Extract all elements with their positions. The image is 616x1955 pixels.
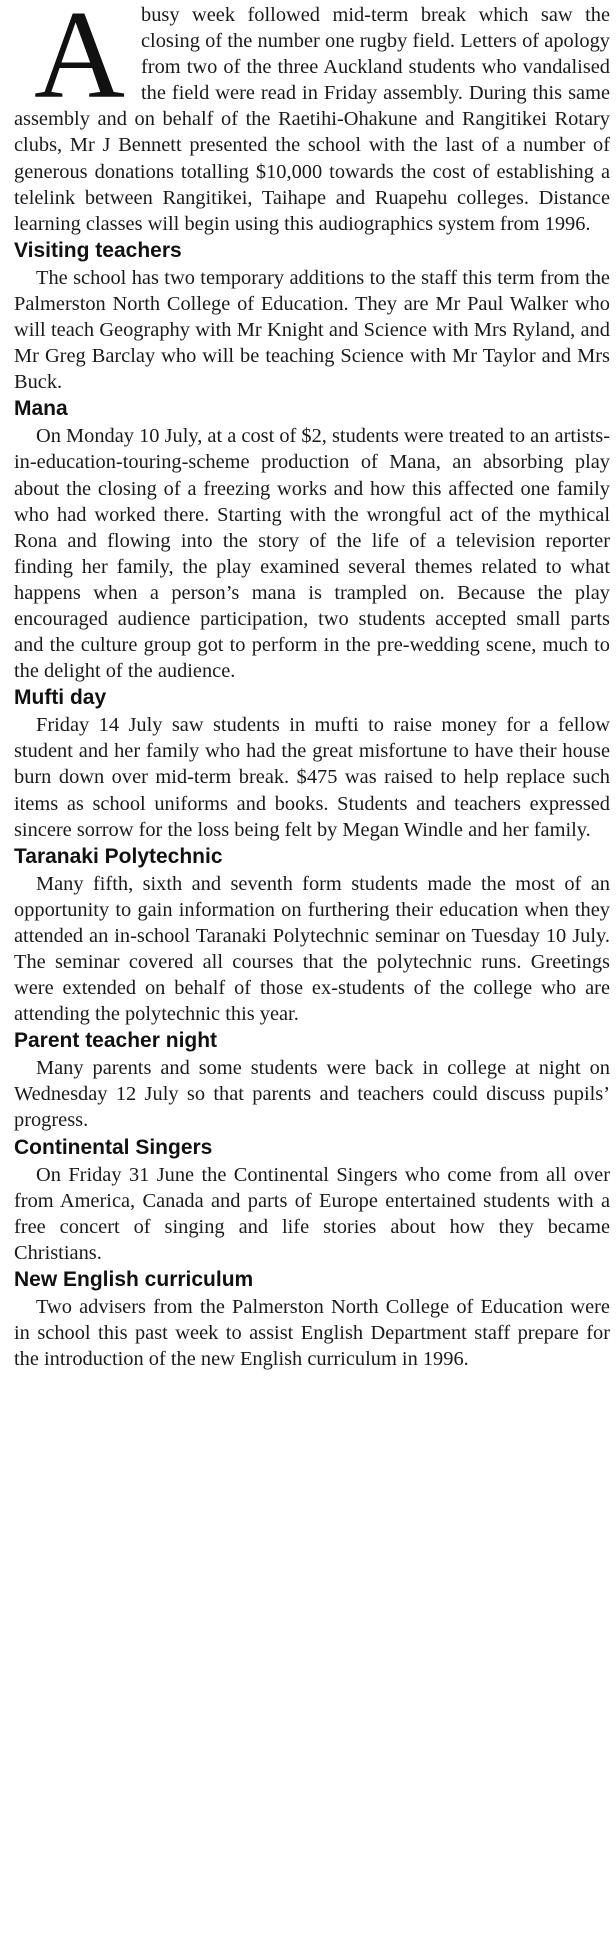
- section-visiting-teachers: [14, 237, 610, 395]
- section-body: On Monday 10 July, at a cost of $2, students were treated to an artists-in-education-touring-scheme production of Mana, an absorbing play about the closing of a freezing works and how this affected one family who had worked there. Starting with the wrongful act of the mythical Rona and flowing into the story of the life of a television reporter finding her family, the play examined several themes related to what happens when a person’s mana is trampled on. Because the play encouraged audience participation, two students accepted small parts and the culture group got to perform in the pre-wedding scene, much to the delight of the audience.: [14, 425, 611, 683]
- section-body: Many fifth, sixth and seventh form students made the most of an opportunity to gain information on furthering their education when they attended an in-school Taranaki Polytechnic seminar on Tuesday 10 July. The seminar covered all courses that the polytechnic runs. Greetings were extended on behalf of those ex-students of the college who are attending the polytechnic this year.: [14, 872, 610, 1026]
- intro-paragraph: [14, 2, 610, 237]
- section-heading: Parent teacher night: [14, 1029, 218, 1053]
- section-mana: [14, 395, 610, 684]
- section-taranaki-polytechnic: [14, 843, 610, 1028]
- section-body: Friday 14 July saw students in mufti to raise money for a fellow student and her family who had the great misfortune to have their house burn down over mid-term break. $475 was raised to help replace such items as school uniforms and books. Students and teachers expressed sincere sorrow for the loss being felt by Megan Windle and her family.: [14, 714, 610, 841]
- section-heading: Mufti day: [14, 686, 107, 710]
- section-mufti-day: [14, 684, 610, 842]
- section-body: The school has two temporary additions to the staff this term from the Palmerston North College of Education. They are Mr Paul Walker who will teach Geography with Mr Knight and Science with Mrs Ryland, and Mr Greg Barclay who will be teaching Science with Mr Taylor and Mrs Buck.: [14, 266, 610, 394]
- section-body: On Friday 31 June the Continental Singers who come from all over from America, Canada and parts of Europe entertained students with a free concert of singing and life stories about how they became Christians.: [14, 1163, 610, 1264]
- section-heading: New English curriculum: [14, 1267, 254, 1291]
- section-parent-teacher-night: [14, 1027, 610, 1133]
- section-continental-singers: [14, 1134, 610, 1266]
- section-body: Two advisers from the Palmerston North College of Education were in school this past week to assist English Department staff prepare for the introduction of the new English curriculum in 1996.: [14, 1295, 610, 1371]
- section-new-english-curriculum: [14, 1266, 610, 1372]
- section-heading: Visiting teachers: [14, 238, 182, 262]
- section-heading: Continental Singers: [14, 1135, 213, 1159]
- section-heading: Mana: [14, 397, 68, 421]
- section-body: Many parents and some students were back in college at night on Wednesday 12 July so that parents and teachers could discuss pupils’ progress.: [14, 1057, 610, 1132]
- section-heading: Taranaki Polytechnic: [14, 844, 223, 868]
- drop-cap: A: [34, 0, 125, 125]
- intro-text: busy week followed mid-term break which saw the closing of the number one rugby field. Letters of apology from two of the three Auckland students who vandalised the field were read in Friday assembly. During this same assembly and on behalf of the Raetihi-Ohakune and Rangitikei Rotary clubs, Mr J Bennett presented the school with the last of a number of generous donations totalling $10,000 towards the cost of establishing a telelink between Rangitikei, Taihape and Ruapehu colleges. Distance learning classes will begin using this audiographics system from 1996.: [14, 4, 610, 235]
